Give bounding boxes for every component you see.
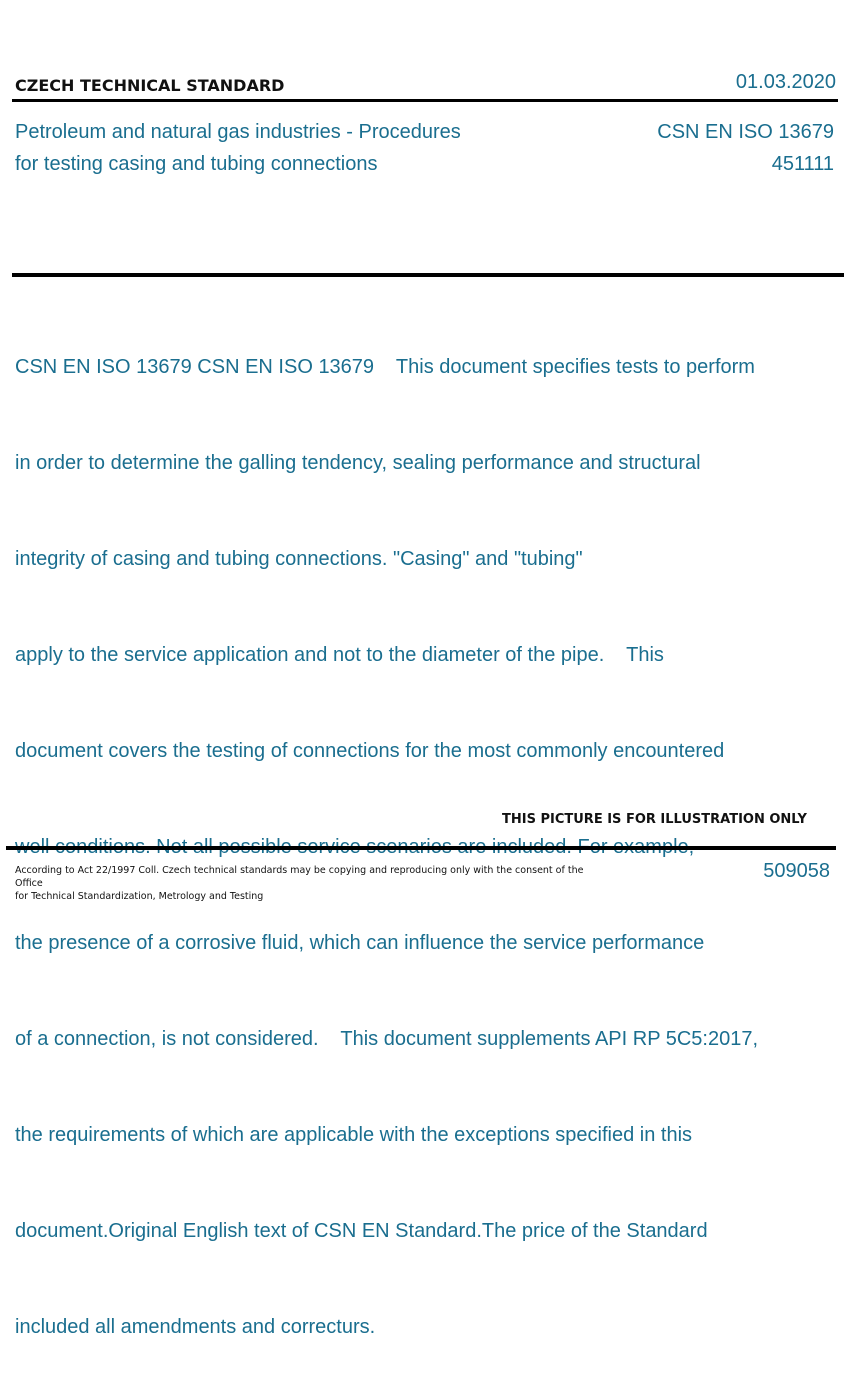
description-line: document covers the testing of connections for the most commonly encountered — [15, 740, 725, 762]
publication-date: 01.03.2020 — [735, 71, 836, 93]
standard-identifiers — [657, 116, 834, 180]
description-line: apply to the service application and not to the diameter of the pipe. This — [15, 644, 664, 666]
footer-divider — [6, 846, 836, 850]
illustration-disclaimer: THIS PICTURE IS FOR ILLUSTRATION ONLY — [502, 812, 807, 827]
header-divider — [12, 99, 838, 102]
description-line: the presence of a corrosive fluid, which can influence the service performance — [15, 932, 705, 954]
legal-notice-line-1: According to Act 22/1997 Coll. Czech technical standards may be copying and reproducing only with the consent of the Office — [15, 865, 584, 889]
standard-title — [15, 116, 535, 180]
description-line: CSN EN ISO 13679 CSN EN ISO 13679 This document specifies tests to perform — [15, 356, 755, 378]
standard-number: CSN EN ISO 13679 — [657, 121, 834, 143]
catalog-number: 509058 — [763, 860, 830, 882]
standard-title-line-2: for testing casing and tubing connections — [15, 153, 378, 175]
description-line: document.Original English text of CSN EN Standard.The price of the Standard — [15, 1220, 708, 1242]
standard-description — [15, 287, 825, 1375]
legal-notice — [15, 864, 585, 903]
description-line: the requirements of which are applicable with the exceptions specified in this — [15, 1124, 693, 1146]
document-type-label: CZECH TECHNICAL STANDARD — [15, 76, 285, 95]
classification-code: 451111 — [771, 153, 834, 175]
description-line: included all amendments and correcturs. — [15, 1316, 376, 1338]
description-line: of a connection, is not considered. This document supplements API RP 5C5:2017, — [15, 1028, 759, 1050]
standard-title-line-1: Petroleum and natural gas industries - Procedures — [15, 121, 461, 143]
description-line: integrity of casing and tubing connections. "Casing" and "tubing" — [15, 548, 583, 570]
title-divider — [12, 273, 844, 277]
legal-notice-line-2: for Technical Standardization, Metrology and Testing — [15, 891, 264, 902]
description-line: in order to determine the galling tendency, sealing performance and structural — [15, 452, 701, 474]
